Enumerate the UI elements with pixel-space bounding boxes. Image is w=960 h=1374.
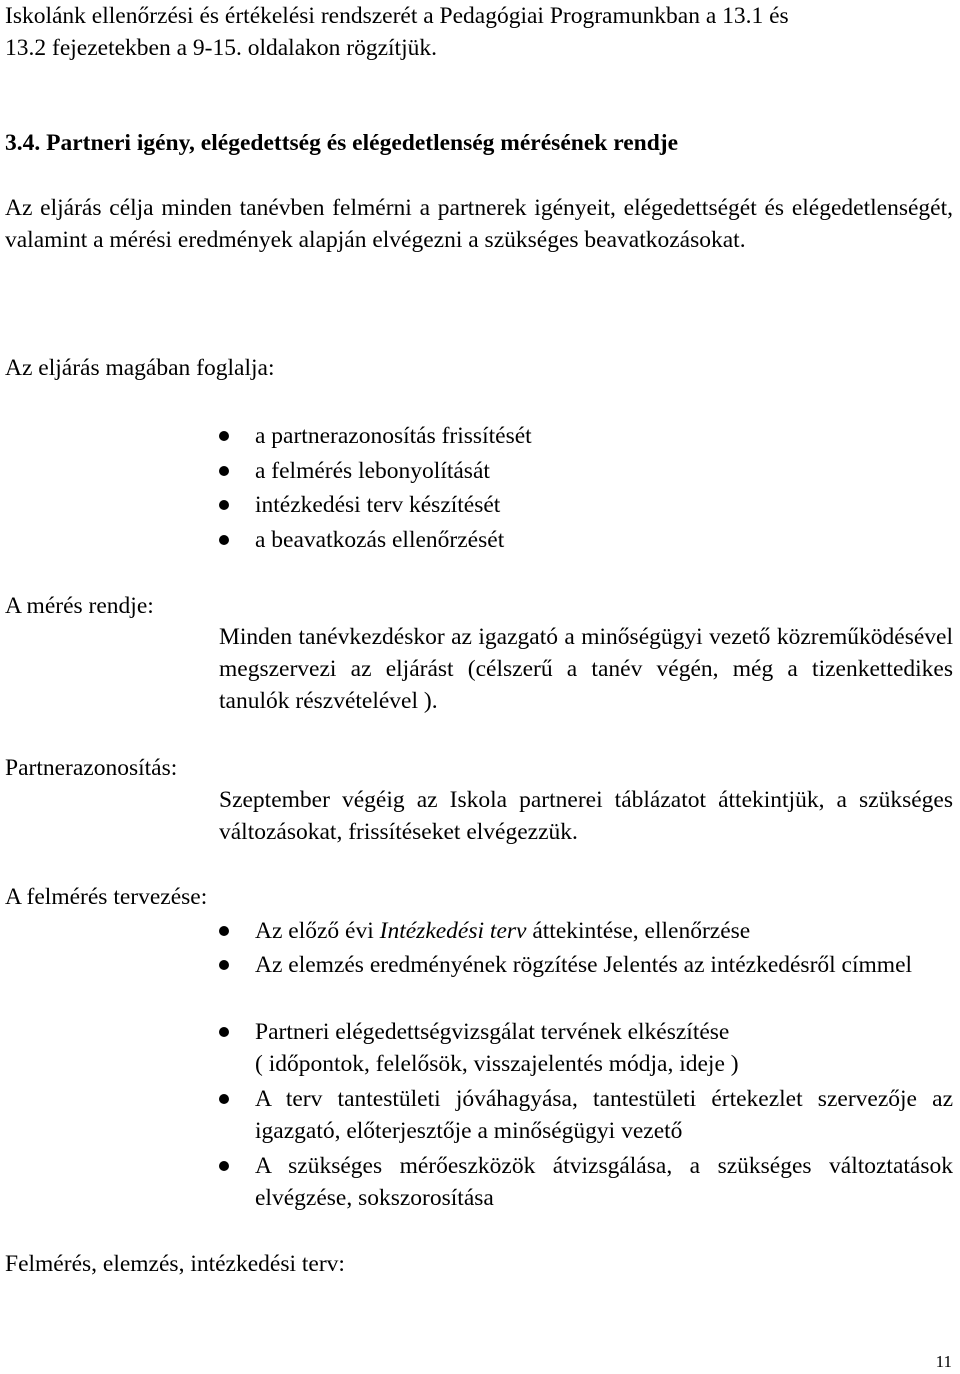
survey-label: Felmérés, elemzés, intézkedési terv: xyxy=(5,1251,345,1277)
list-item: a felmérés lebonyolítását xyxy=(255,455,955,490)
bullet-icon xyxy=(219,431,229,441)
list-item: A terv tantestületi jóváhagyása, tantestületi értekezlet szervezője az igazgató, előterjesztője a minőségügyi vezető xyxy=(255,1083,953,1150)
planning-label: A felmérés tervezése: xyxy=(5,884,208,910)
purpose-paragraph: Az eljárás célja minden tanévben felmérni a partnerek igényeit, elégedettségét és elégedetlenségét, valamint a mérési eredmények alapján elvégezni a szükséges beavatkozásokat. xyxy=(5,195,953,253)
intro-line-2: 13.2 fejezetekben a 9-15. oldalakon rögzítjük. xyxy=(5,35,437,61)
includes-list xyxy=(255,420,955,558)
bullet-icon xyxy=(219,535,229,545)
planning-list xyxy=(255,915,953,1217)
list-item: a partnerazonosítás frissítését xyxy=(255,420,955,455)
list-item: intézkedési terv készítését xyxy=(255,489,955,524)
page-number: 11 xyxy=(935,1352,952,1371)
partner-id-paragraph: Szeptember végéig az Iskola partnerei táblázatot áttekintjük, a szükséges változásokat, frissítéseket elvégezzük. xyxy=(219,787,953,845)
list-item: a beavatkozás ellenőrzését xyxy=(255,524,955,559)
partner-id-label: Partnerazonosítás: xyxy=(5,755,178,781)
intro-line-1: Iskolánk ellenőrzési és értékelési rendszerét a Pedagógiai Programunkban a 13.1 és xyxy=(5,3,789,29)
bullet-icon xyxy=(219,1027,229,1037)
bullet-icon xyxy=(219,466,229,476)
list-item: Az elemzés eredményének rögzítése Jelentés az intézkedésről címmel xyxy=(255,949,953,1016)
list-item: Az előző évi Intézkedési terv áttekintése, ellenőrzése xyxy=(255,915,953,949)
bullet-icon xyxy=(219,1094,229,1104)
includes-label: Az eljárás magában foglalja: xyxy=(5,355,275,381)
bullet-icon xyxy=(219,926,229,936)
list-item: A szükséges mérőeszközök átvizsgálása, a szükséges változtatások elvégzése, sokszorosítása xyxy=(255,1150,953,1217)
bullet-icon xyxy=(219,1161,229,1171)
bullet-icon xyxy=(219,960,229,970)
plan-title-emphasis: Intézkedési terv xyxy=(379,918,527,944)
list-item: Partneri elégedettségvizsgálat tervének elkészítése ( időpontok, felelősök, visszajelentés módja, ideje ) xyxy=(255,1016,953,1083)
section-heading: 3.4. Partneri igény, elégedettség és elégedetlenség mérésének rendje xyxy=(5,130,679,156)
order-paragraph: Minden tanévkezdéskor az igazgató a minőségügyi vezető közreműködésével megszervezi az eljárást (célszerű a tanév végén, még a tizenkettedikes tanulók részvételével ). xyxy=(219,624,953,714)
order-label: A mérés rendje: xyxy=(5,593,154,619)
bullet-icon xyxy=(219,500,229,510)
